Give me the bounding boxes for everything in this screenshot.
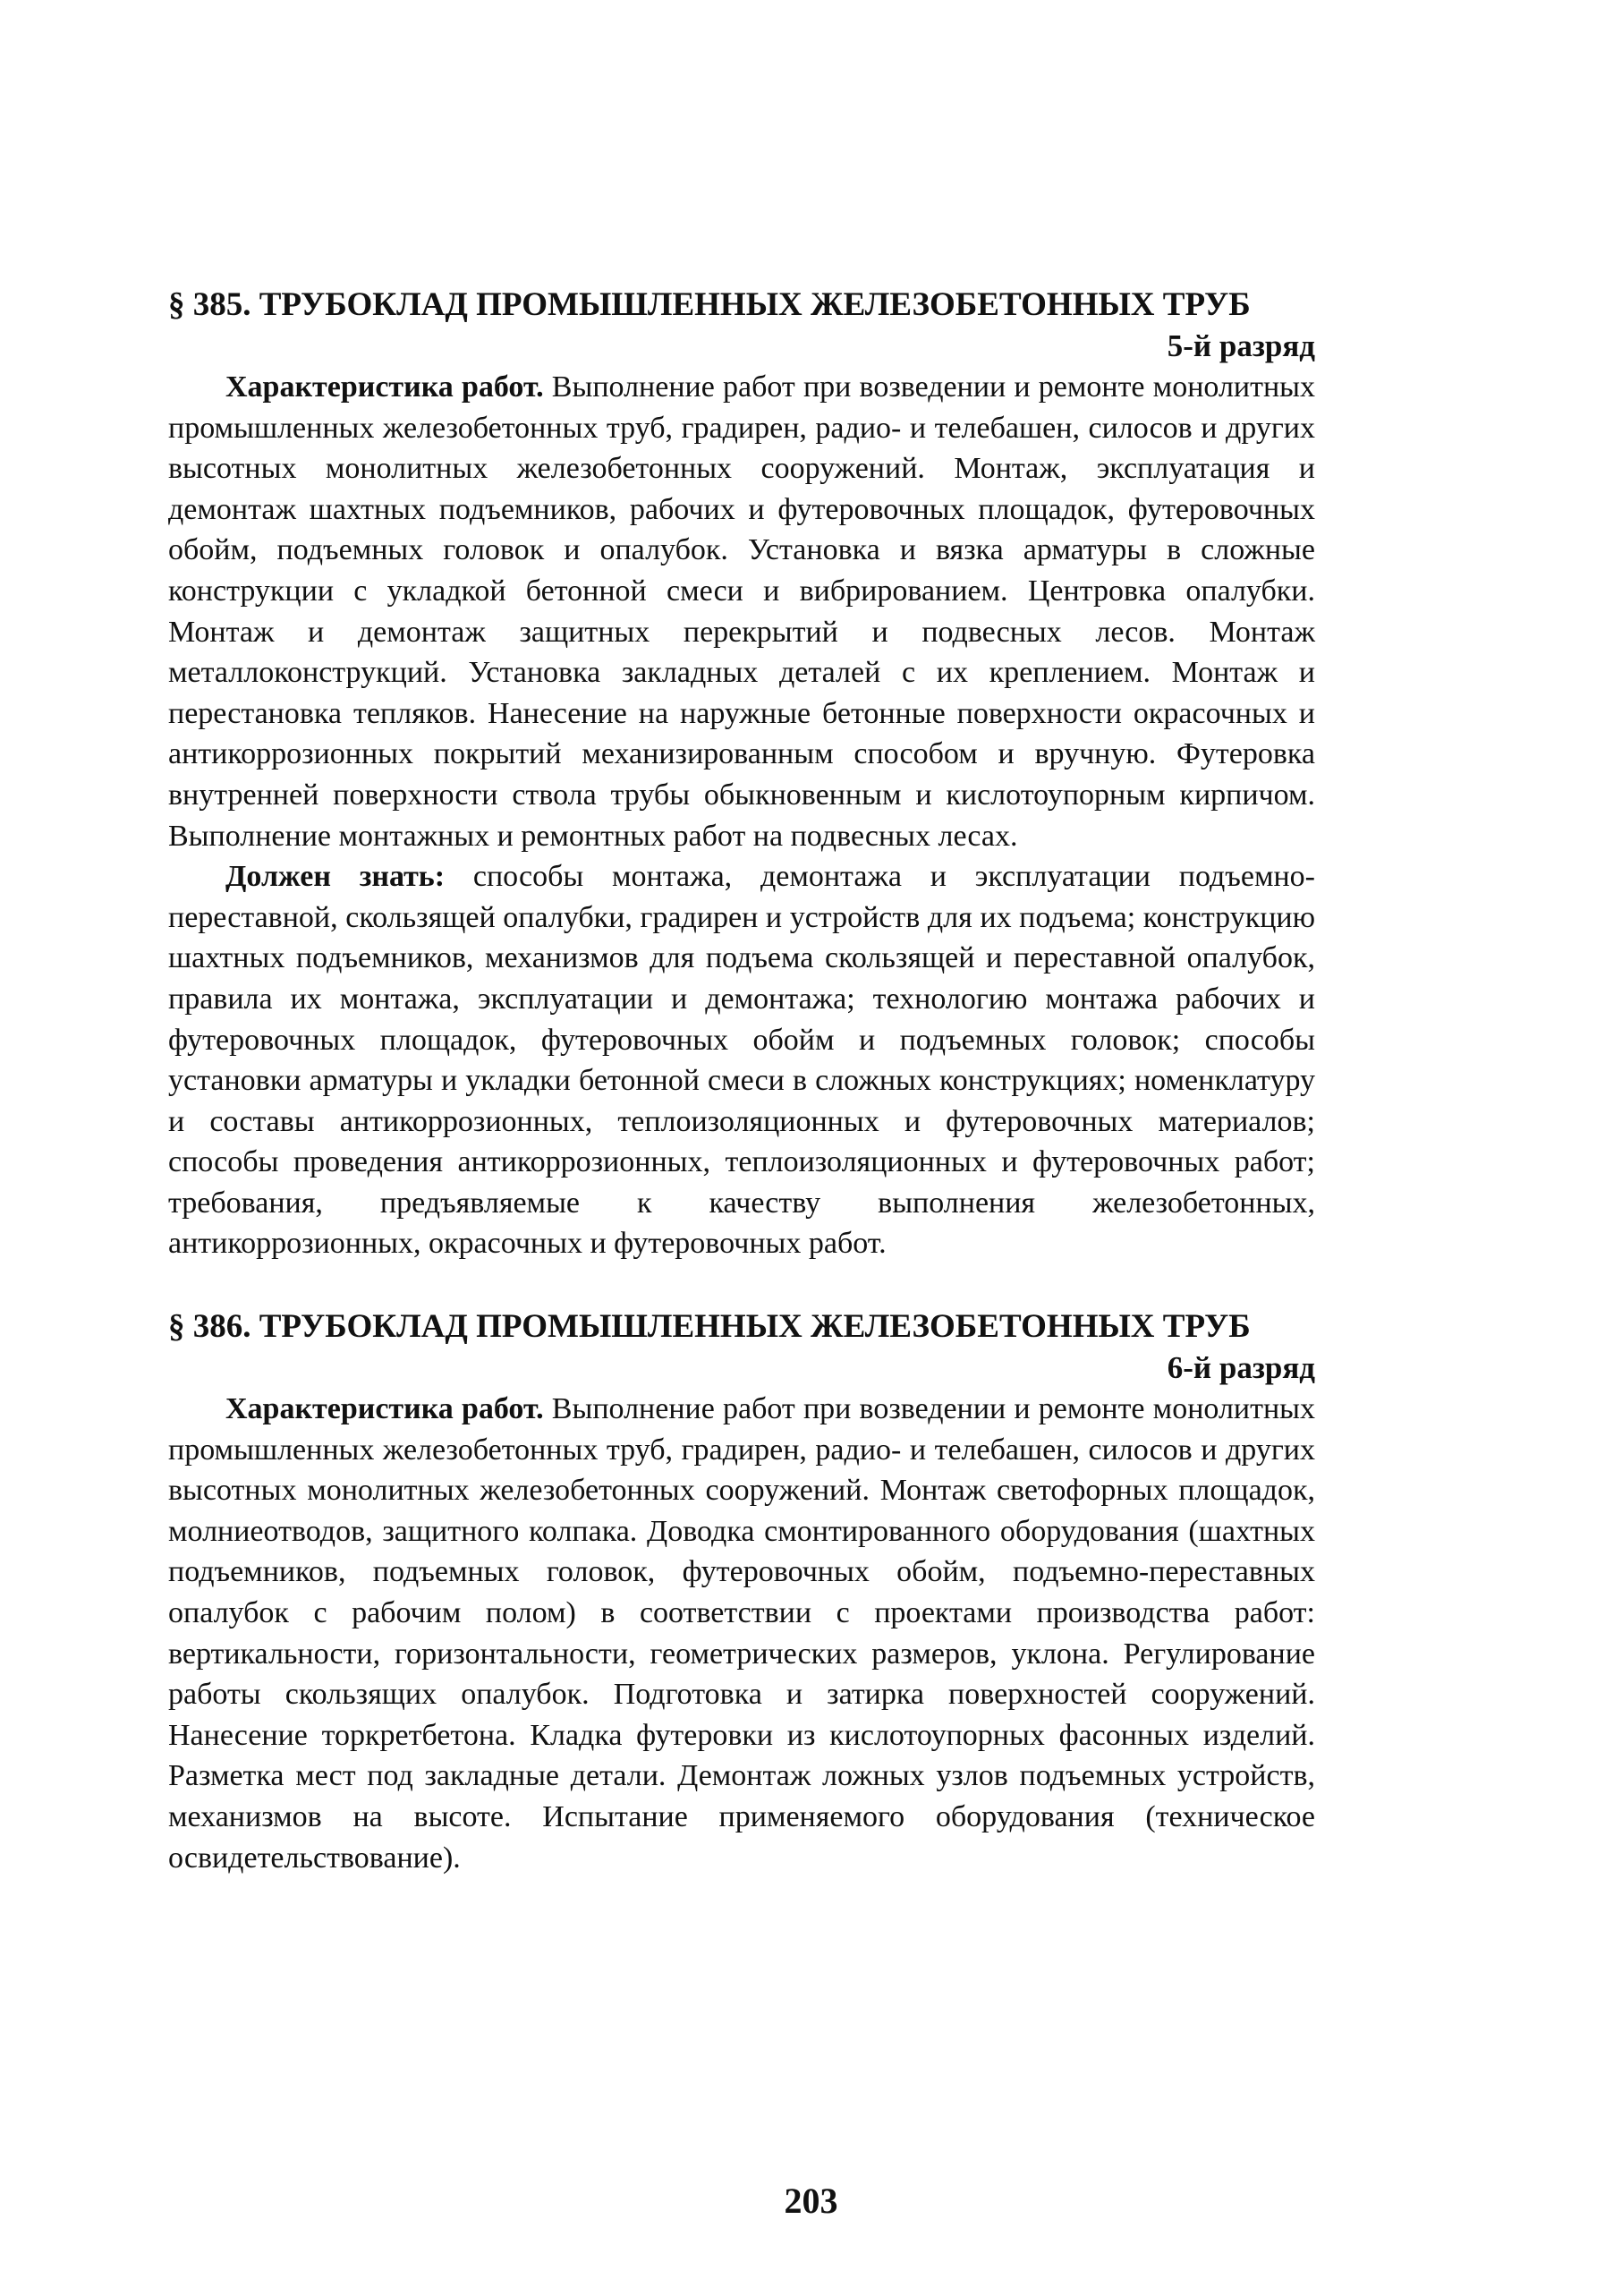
- section-385: [168, 285, 1315, 1264]
- section-title: § 386. ТРУБОКЛАД ПРОМЫШЛЕННЫХ ЖЕЛЕЗОБЕТОННЫХ ТРУБ: [168, 1308, 1251, 1346]
- paragraph-text: Выполнение работ при возведении и ремонте монолитных промышленных железобетонных труб, градирен, радио- и телебашен, силосов и других высотных монолитных железобетонных сооружений. Монтаж светофорных площадок, молниеотводов, защитного колпака. Доводка смонтированного оборудования (шахтных подъемников, подъемных головок, футеровочных обойм, подъемно-переставных опалубок с рабочим полом) в соответствии с проектами производства работ: вертикальности, горизонтальности, геометрических размеров, уклона. Регулирование работы скользящих опалубок. Подготовка и затирка поверхностей сооружений. Нанесение торкретбетона. Кладка футеровки из кислотоупорных фасонных изделий. Разметка мест под закладные детали. Демонтаж ложных узлов подъемных устройств, механизмов на высоте. Испытание применяемого оборудования (техническое освидетельствование).: [168, 1392, 1316, 1875]
- grade-label: 5-й разряд: [1167, 328, 1315, 363]
- grade-label: 6-й разряд: [1167, 1350, 1315, 1386]
- paragraph-work-characteristics: [168, 1389, 1315, 1878]
- paragraph-lead: Характеристика работ.: [225, 1392, 544, 1426]
- paragraph-text: Выполнение работ при возведении и ремонте монолитных промышленных железобетонных труб, градирен, радио- и телебашен, силосов и других высотных монолитных железобетонных сооружений. Монтаж, эксплуатация и демонтаж шахтных подъемников, рабочих и футеровочных площадок, футеровочных обойм, подъемных головок и опалубок. Установка и вязка арматуры в сложные конструкции с укладкой бетонной смеси и вибрированием. Центровка опалубки. Монтаж и демонтаж защитных перекрытий и подвесных лесов. Монтаж металлоконструкций. Установка закладных деталей с их креплением. Монтаж и перестановка тепляков. Нанесение на наружные бетонные поверхности окрасочных и антикоррозионных покрытий механизированным способом и вручную. Футеровка внутренней поверхности ствола трубы обыкновенным и кислотоупорным кирпичом. Выполнение монтажных и ремонтных работ на подвесных лесах.: [168, 370, 1316, 853]
- paragraph-lead: Должен знать:: [225, 860, 446, 894]
- page-number: 203: [784, 2181, 838, 2221]
- page-content: [168, 285, 1315, 1878]
- paragraph-work-characteristics: [168, 367, 1315, 856]
- paragraph-lead: Характеристика работ.: [225, 370, 544, 404]
- paragraph-text: способы монтажа, демонтажа и эксплуатации подъемно-переставной, скользящей опалубки, градирен и устройств для их подъема; конструкцию шахтных подъемников, механизмов для подъема скользящей и переставной опалубок, правила их монтажа, эксплуатации и демонтажа; технологию монтажа рабочих и футеровочных площадок, футеровочных обойм и подъемных головок; способы установки арматуры и укладки бетонной смеси в сложных конструкциях; номенклатуру и составы антикоррозионных, теплоизоляционных и футеровочных материалов; способы проведения антикоррозионных, теплоизоляционных и футеровочных работ; требования, предъявляемые к качеству выполнения железобетонных, антикоррозионных, окрасочных и футеровочных работ.: [168, 860, 1316, 1261]
- paragraph-must-know: [168, 856, 1315, 1264]
- section-spacer: [168, 1264, 1315, 1306]
- section-title: § 385. ТРУБОКЛАД ПРОМЫШЛЕННЫХ ЖЕЛЕЗОБЕТОННЫХ ТРУБ: [168, 286, 1251, 323]
- section-386: [168, 1306, 1315, 1878]
